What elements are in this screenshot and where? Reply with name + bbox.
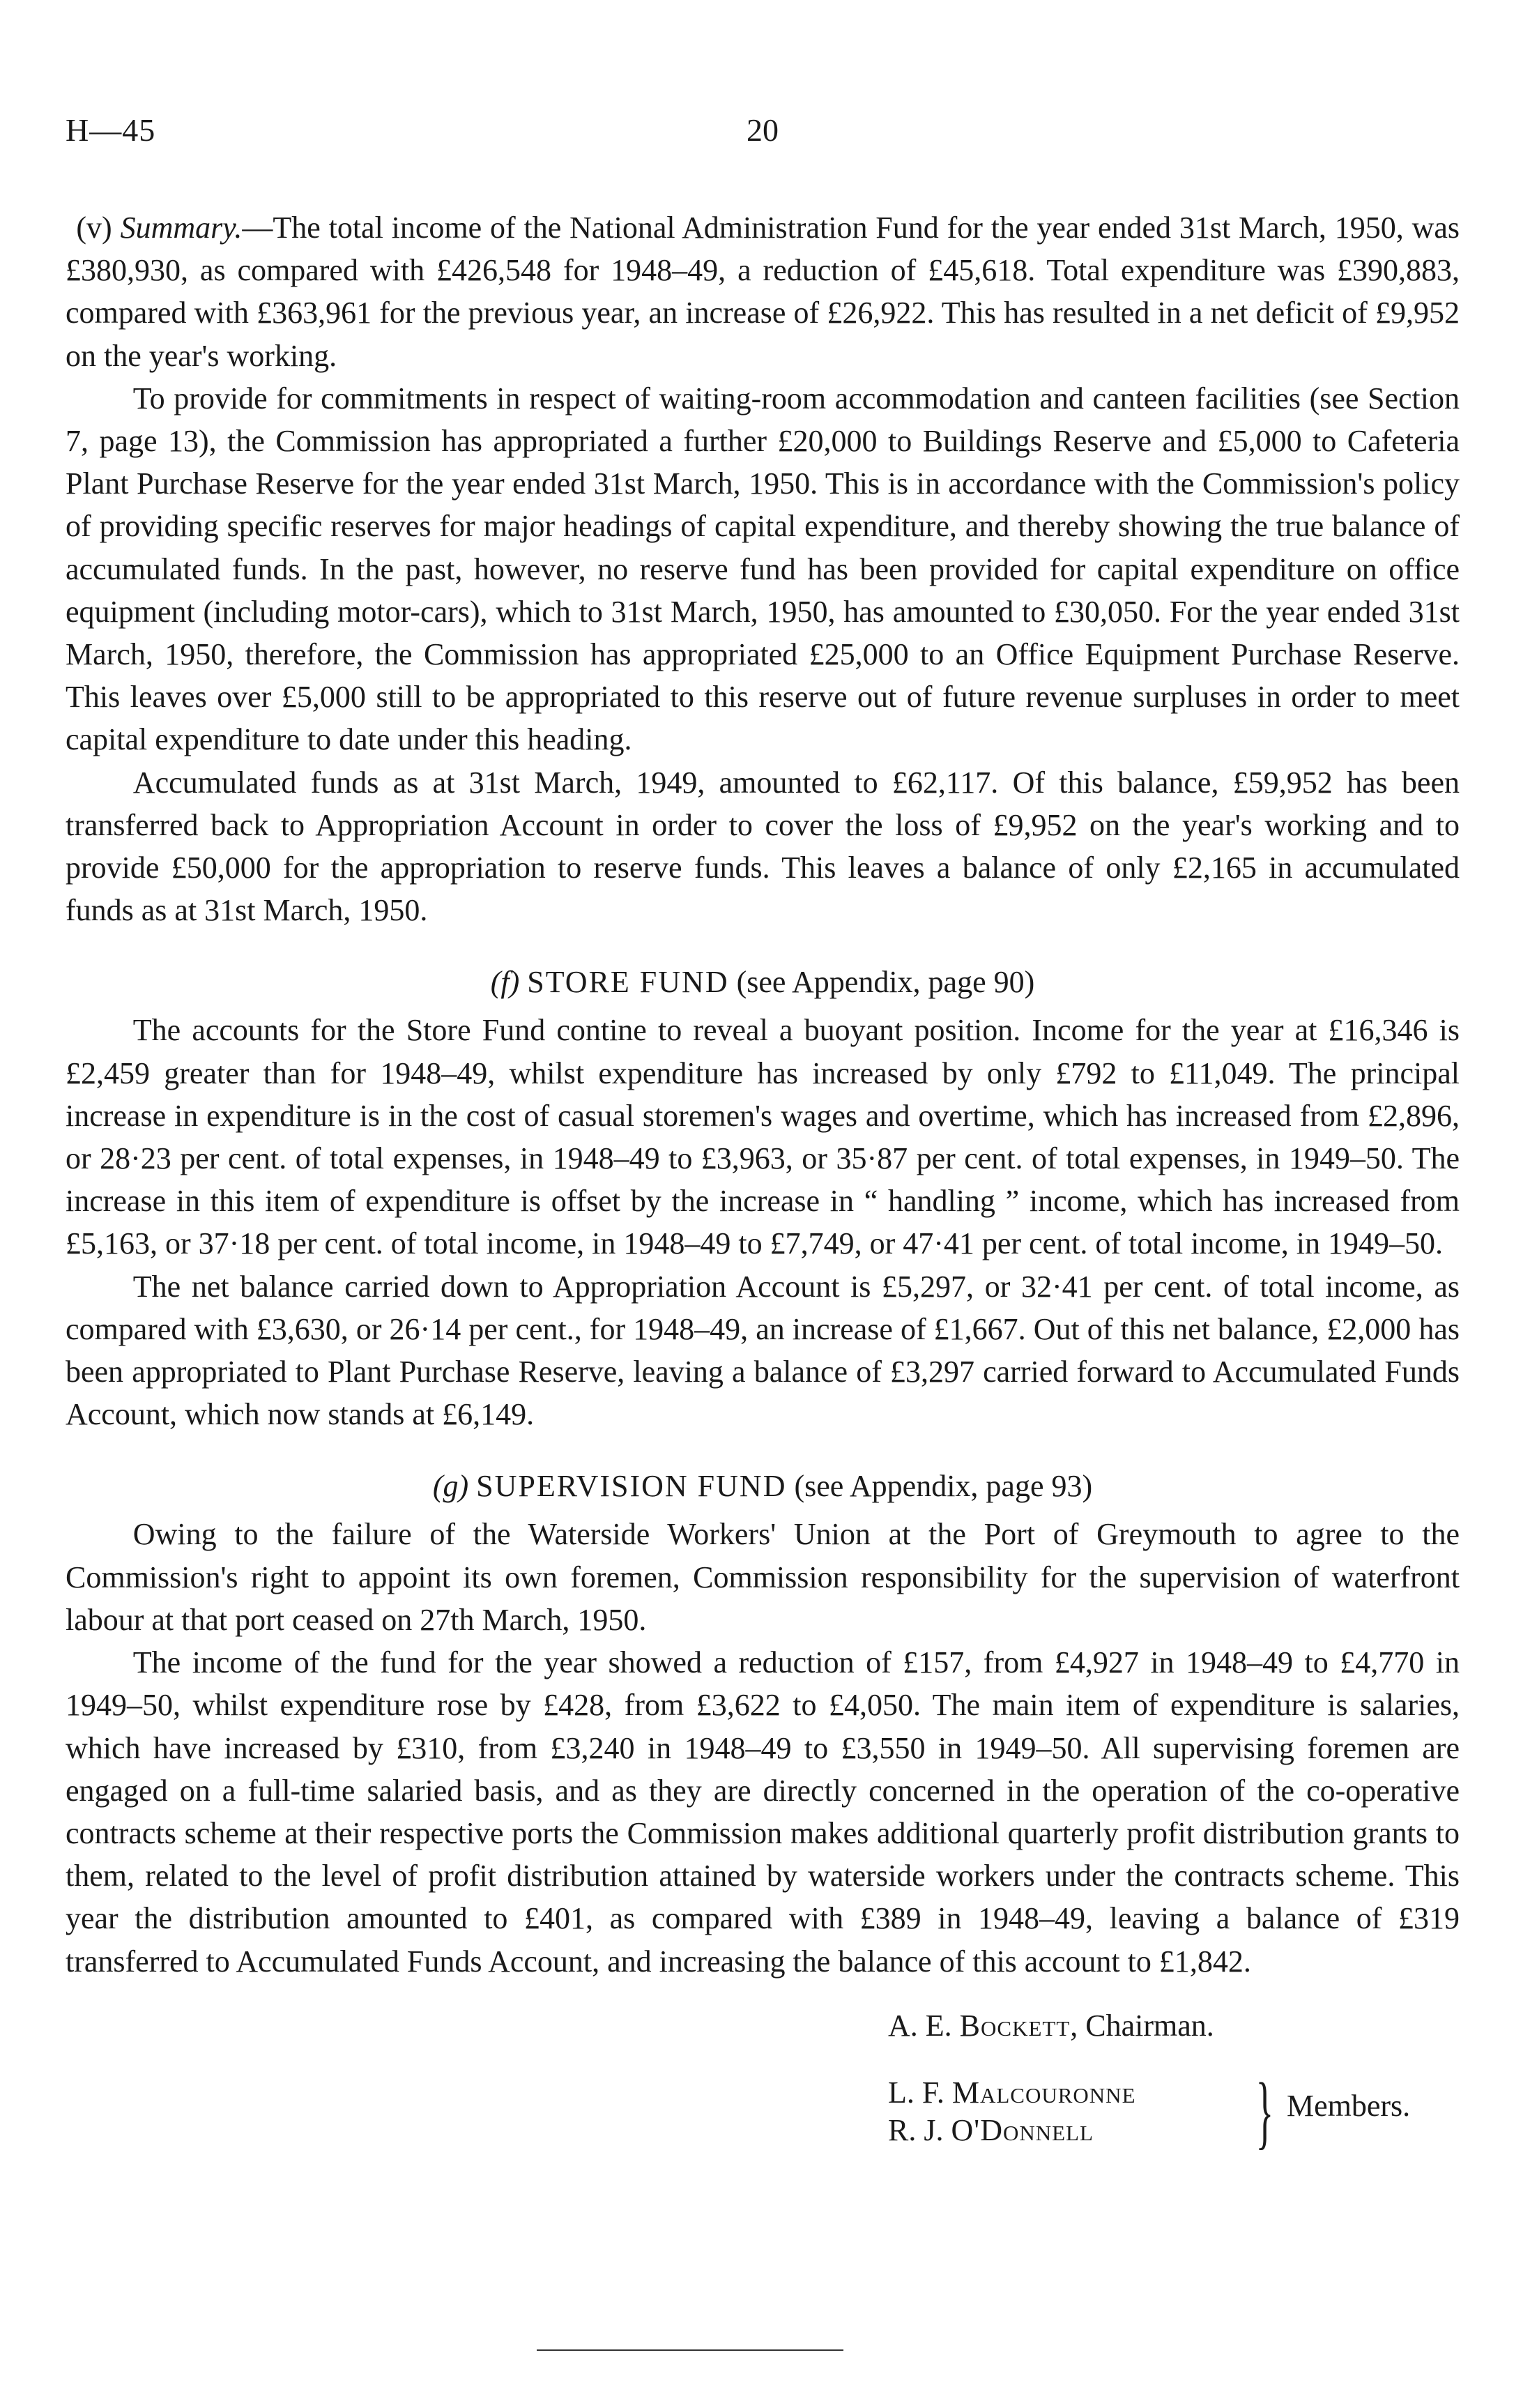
supervision-fund-ref: (see Appendix, page 93) bbox=[794, 1469, 1093, 1504]
chairman-name: Bockett bbox=[959, 2008, 1071, 2043]
page-header bbox=[66, 112, 1460, 167]
store-fund-title: STORE FUND bbox=[527, 965, 729, 1000]
store-fund-heading bbox=[66, 961, 1460, 1003]
closing-rule bbox=[537, 2349, 843, 2351]
summary-paragraph-1 bbox=[66, 206, 1460, 377]
store-fund-ref: (see Appendix, page 90) bbox=[736, 965, 1035, 1000]
summary-paragraph-2: To provide for commitments in respect of waiting-room accommodation and canteen facilities (see Section 7, page 13), the Commission has appropriated a further £20,000 to Buildings Reserve and £5,000 to Cafeteria Plant Purchase Reserve for the year ended 31st March, 1950. This is in accordance with the Commission's policy of providing specific reserves for major headings of capital expenditure, and thereby showing the true balance of accumulated funds. In the past, however, no reserve fund has been provided for capital expenditure on office equipment (including motor-cars), which to 31st March, 1950, has amounted to £30,050. For the year ended 31st March, 1950, therefore, the Commission has appropriated £25,000 to an Office Equipment Purchase Reserve. This leaves over £5,000 still to be appropriated to this reserve out of future revenue surpluses in order to meet capital expenditure to date under this heading. bbox=[66, 381, 1460, 757]
summary-text-1: —The total income of the National Administration Fund for the year ended 31st March, 1950, was £380,930, as compared with £426,548 for 1948–49, a reduction of £45,618. Total expenditure was £390,883, compared with £363,961 for the previous year, an increase of £26,922. This has resulted in a net deficit of £9,952 on the year's working. bbox=[66, 211, 1460, 373]
chairman-role: , Chairman. bbox=[1070, 2008, 1214, 2043]
store-fund-paragraph-1: The accounts for the Store Fund contine to reveal a buoyant position. Income for the year at £16,346 is £2,459 greater than for 1948–49, whilst expenditure has increased by only £792 to £11,049. The principal increase in expenditure is in the cost of casual storemen's wages and overtime, which has increased from £2,896, or 28·23 per cent. of total expenses, in 1948–49 to £3,963, or 35·87 per cent. of total expenses, in 1949–50. The increase in this item of expenditure is offset by the increase in “ handling ” income, which has increased from £5,163, or 37·18 per cent. of total income, in 1948–49 to £7,749, or 47·41 per cent. of total income, in 1949–50. bbox=[66, 1013, 1460, 1261]
page-reference: H—45 bbox=[66, 112, 156, 148]
document-page bbox=[66, 112, 1460, 2174]
store-fund-paragraph-2: The net balance carried down to Appropriation Account is £5,297, or 32·41 per cent. of total income, as compared with £3,630, or 26·14 per cent., for 1948–49, an increase of £1,667. Out of this net balance, £2,000 has been appropriated to Plant Purchase Reserve, leaving a balance of £3,297 carried forward to Accumulated Funds Account, which now stands at £6,149. bbox=[66, 1269, 1460, 1432]
summary-paragraph-3: Accumulated funds as at 31st March, 1949, amounted to £62,117. Of this balance, £59,952 has been transferred back to Appropriation Account in order to cover the loss of £9,952 on the year's working and to provide £50,000 for the appropriation to reserve funds. This leaves a balance of only £2,165 in accumulated funds as at 31st March, 1950. bbox=[66, 765, 1460, 928]
members-brace: } bbox=[1255, 2065, 1274, 2157]
member-1-signature bbox=[888, 2073, 1136, 2112]
member-2-name: O'Donnell bbox=[951, 2112, 1094, 2147]
chairman-initials: A. E. bbox=[888, 2008, 952, 2043]
summary-label: (v) bbox=[76, 211, 112, 245]
chairman-signature bbox=[888, 2006, 1214, 2045]
supervision-fund-title: SUPERVISION FUND bbox=[476, 1469, 787, 1504]
member-1-initials: L. F. bbox=[888, 2075, 944, 2110]
member-1-name: Malcouronne bbox=[951, 2075, 1136, 2110]
supervision-fund-paragraph-2: The income of the fund for the year showed a reduction of £157, from £4,927 in 1948–49 to £4,770 in 1949–50, whilst expenditure rose by £428, from £3,622 to £4,050. The main item of expenditure is salaries, which have increased by £310, from £3,240 in 1948–49 to £3,550 in 1949–50. All supervising foremen are engaged on a full-time salaried basis, and as they are directly concerned in the operation of the co-operative contracts scheme at their respective ports the Commission makes additional quarterly profit distribution grants to them, related to the level of profit distribution attained by waterside workers under the contracts scheme. This year the distribution amounted to £401, as compared with £389 in 1948–49, leaving a balance of £319 transferred to Accumulated Funds Account, and increasing the balance of this account to £1,842. bbox=[66, 1645, 1460, 1979]
signature-block bbox=[66, 2006, 1460, 2174]
body-text bbox=[66, 206, 1460, 1983]
store-fund-letter: (f) bbox=[490, 965, 520, 1000]
members-label: Members. bbox=[1287, 2088, 1411, 2123]
supervision-fund-heading bbox=[66, 1465, 1460, 1507]
member-2-initials: R. J. bbox=[888, 2112, 944, 2147]
page-number: 20 bbox=[747, 112, 779, 148]
supervision-fund-letter: (g) bbox=[432, 1469, 469, 1504]
summary-lead: Summary. bbox=[120, 211, 243, 245]
member-2-signature bbox=[888, 2111, 1094, 2150]
supervision-fund-paragraph-1: Owing to the failure of the Waterside Workers' Union at the Port of Greymouth to agree to the Commission's right to appoint its own foremen, Commission responsibility for the supervision of waterfront labour at that port ceased on 27th March, 1950. bbox=[66, 1517, 1460, 1637]
